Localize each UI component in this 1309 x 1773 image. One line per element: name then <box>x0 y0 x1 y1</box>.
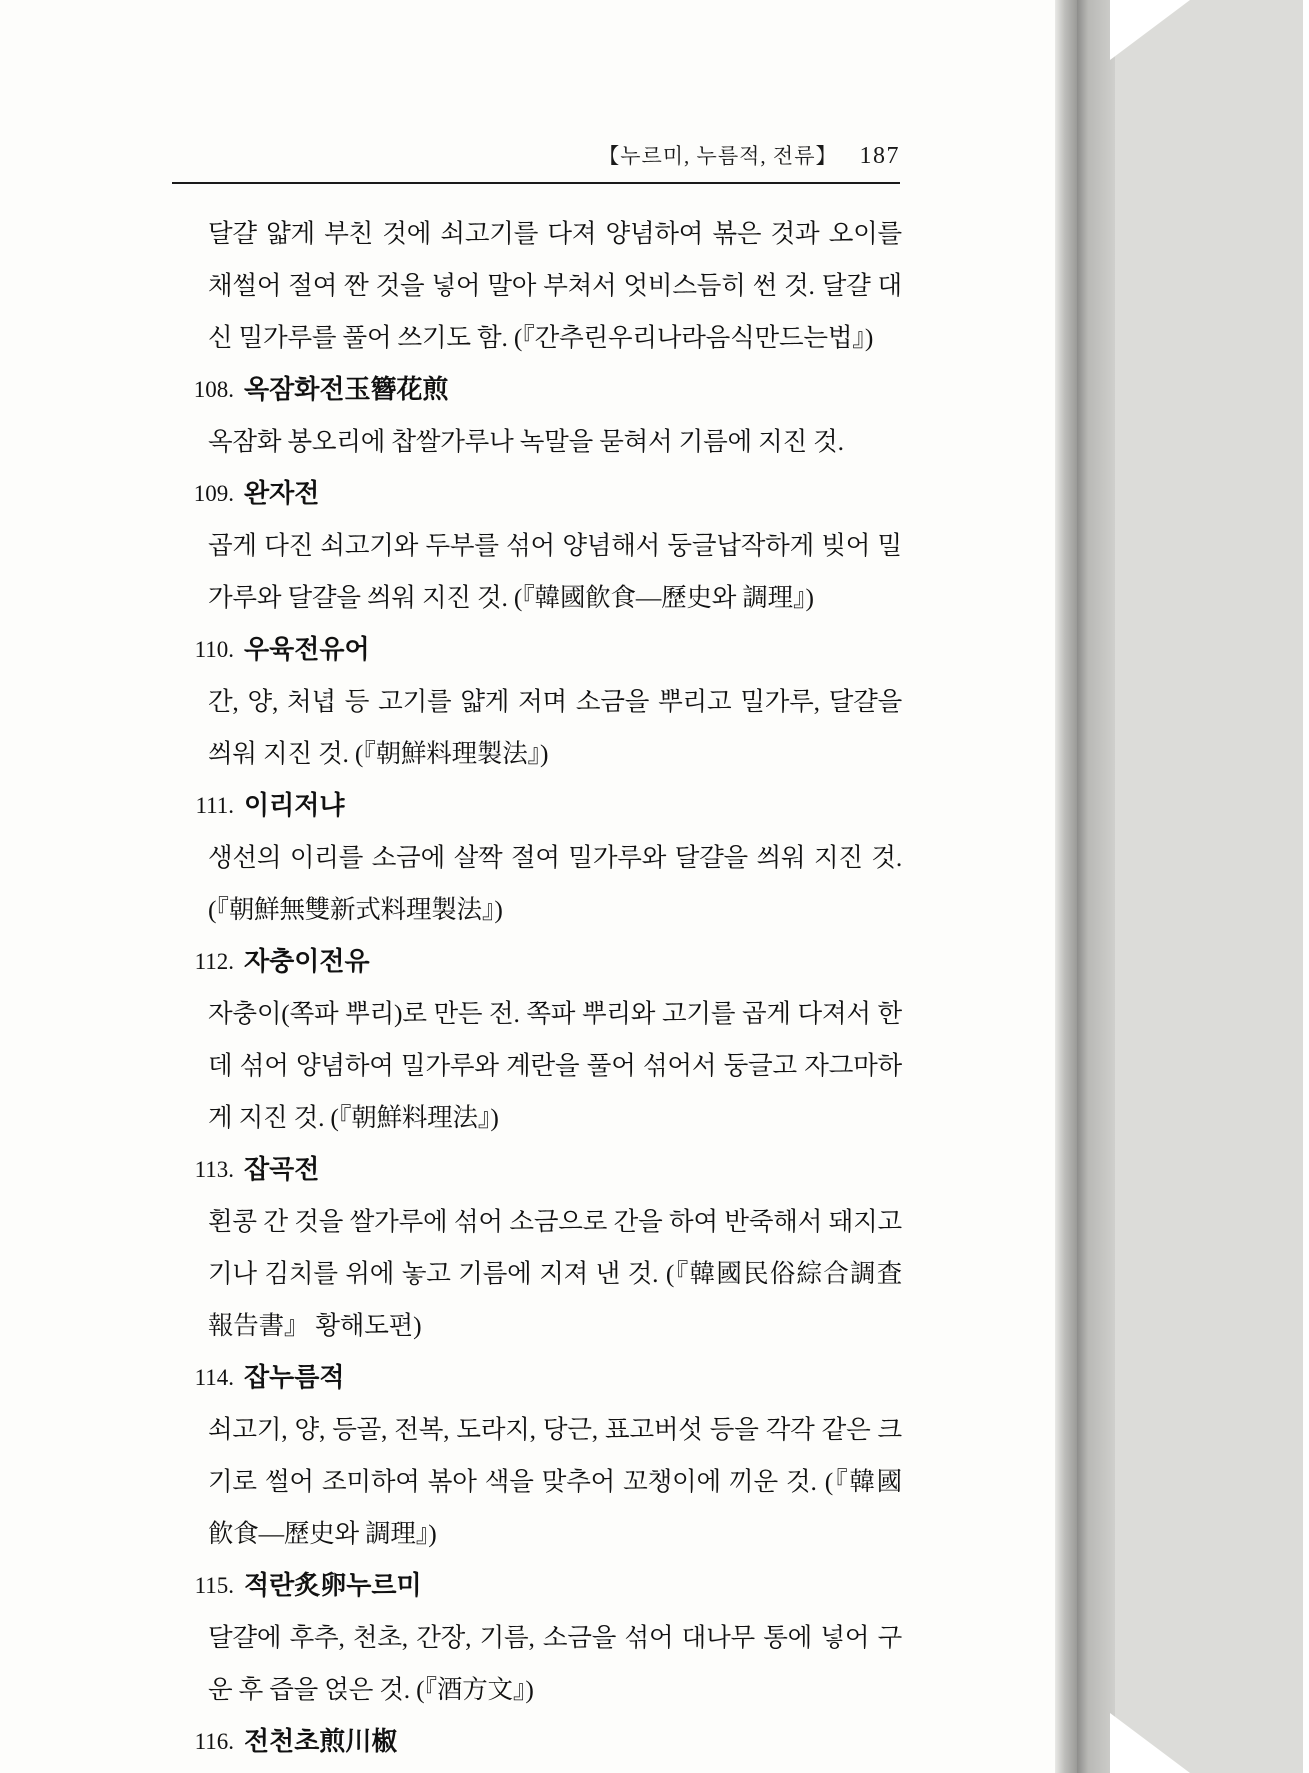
list-item <box>172 1716 902 1768</box>
entry-body: 옥잠화 봉오리에 찹쌀가루나 녹말을 묻혀서 기름에 지진 것. <box>208 427 844 456</box>
entry-heading <box>172 936 902 988</box>
page-edge-inner-shadow <box>1055 0 1077 1773</box>
list-item <box>172 1560 902 1716</box>
scan-background <box>1303 0 1309 1773</box>
entry-title: 전천초煎川椒 <box>244 1727 398 1756</box>
entry-number: 108. <box>193 377 234 402</box>
entry-title: 옥잠화전玉簪花煎 <box>244 375 449 404</box>
entry-title: 잡누름적 <box>244 1363 345 1392</box>
entry-heading <box>172 468 902 520</box>
list-item <box>172 364 902 468</box>
entry-title: 완자전 <box>244 479 320 508</box>
list-item <box>172 936 902 1144</box>
continuation-paragraph: 달걀 얇게 부친 것에 쇠고기를 다져 양념하여 볶은 것과 오이를 채썰어 절여 짠 것을 넣어 말아 부쳐서 엇비스듬히 썬 것. 달걀 대신 밀가루를 풀어 쓰기도 함. (『간추린우리나라음식만드는법』) <box>208 219 902 352</box>
page-edge-outer <box>1115 0 1309 1773</box>
entry-title: 우육전유어 <box>244 635 370 664</box>
entry-heading <box>172 1144 902 1196</box>
entry-body: 자충이(쪽파 뿌리)로 만든 전. 쪽파 뿌리와 고기를 곱게 다져서 한데 섞어 양념하여 밀가루와 계란을 풀어 섞어서 둥글고 자그마하게 지진 것. (『朝鮮料理法』) <box>208 999 902 1132</box>
entry-heading <box>172 1560 902 1612</box>
entry-number: 113. <box>194 1157 234 1182</box>
entry-number: 109. <box>193 481 234 506</box>
entry-heading <box>172 780 902 832</box>
entry-number: 115. <box>194 1573 234 1598</box>
list-item <box>172 468 902 624</box>
entry-heading <box>172 364 902 416</box>
entry-number: 116. <box>194 1729 234 1754</box>
entry-number: 111. <box>195 793 234 818</box>
list-item <box>172 780 902 936</box>
entry-number: 114. <box>194 1365 234 1390</box>
entry-title: 자충이전유 <box>244 947 370 976</box>
entry-heading <box>172 1716 902 1768</box>
entry-heading <box>172 1352 902 1404</box>
entry-title: 잡곡전 <box>244 1155 320 1184</box>
entry-heading <box>172 624 902 676</box>
list-item <box>172 1144 902 1352</box>
header-rule <box>172 182 900 184</box>
book-edge <box>1055 0 1309 1773</box>
entry-body: 곱게 다진 쇠고기와 두부를 섞어 양념해서 둥글납작하게 빚어 밀가루와 달걀을 씌워 지진 것. (『韓國飮食—歷史와 調理』) <box>208 531 902 612</box>
entry-number: 110. <box>194 637 234 662</box>
entry-body: 횐콩 간 것을 쌀가루에 섞어 소금으로 간을 하여 반죽해서 돼지고기나 김치를 위에 놓고 기름에 지져 낸 것. (『韓國民俗綜合調査報告書』 황해도편) <box>208 1207 902 1340</box>
list-item <box>172 624 902 780</box>
entry-body: 쇠고기, 양, 등골, 전복, 도라지, 당근, 표고버섯 등을 각각 같은 크기로 썰어 조미하여 볶아 색을 맞추어 꼬챙이에 끼운 것. (『韓國飮食—歷史와 調理』) <box>208 1415 902 1548</box>
page-body <box>172 208 902 1768</box>
entry-body: 생선의 이리를 소금에 살짝 절여 밀가루와 달걀을 씌워 지진 것. (『朝鮮無雙新式料理製法』) <box>208 843 902 924</box>
entry-number: 112. <box>194 949 234 974</box>
page-edge-stack <box>1077 0 1115 1773</box>
entry-body: 달걀에 후추, 천초, 간장, 기름, 소금을 섞어 대나무 통에 넣어 구운 후 즙을 얹은 것. (『酒方文』) <box>208 1623 902 1704</box>
page-number: 187 <box>859 143 900 169</box>
list-item <box>172 1352 902 1560</box>
running-title: 【누르미, 누름적, 전류】 <box>598 144 838 168</box>
entry-title: 적란炙卵누르미 <box>244 1571 422 1600</box>
page-header <box>172 140 900 170</box>
entry-title: 이리저냐 <box>244 791 345 820</box>
entry-body: 간, 양, 처녑 등 고기를 얇게 저며 소금을 뿌리고 밀가루, 달걀을 씌워 지진 것. (『朝鮮料理製法』) <box>208 687 902 768</box>
